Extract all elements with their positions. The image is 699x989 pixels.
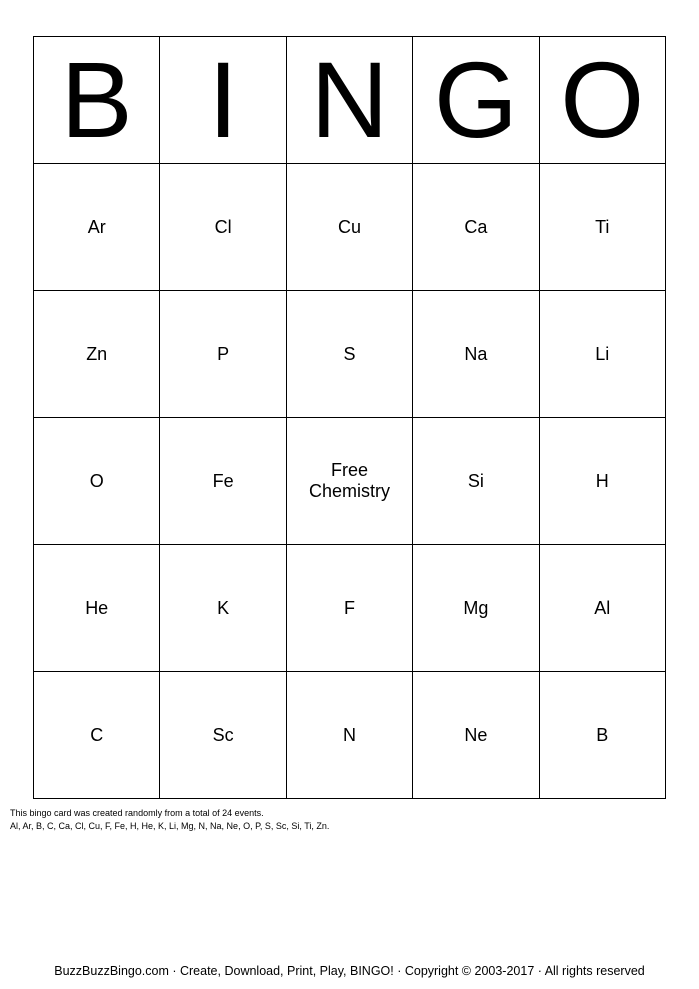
- bingo-cell: Sc: [160, 672, 286, 799]
- header-letter: B: [34, 37, 160, 164]
- bingo-row: [34, 418, 666, 545]
- bingo-row: [34, 164, 666, 291]
- bingo-cell: Al: [539, 545, 665, 672]
- free-space-cell: [286, 418, 412, 545]
- header-letter: O: [539, 37, 665, 164]
- bingo-cell: N: [286, 672, 412, 799]
- bingo-cell: Ne: [413, 672, 539, 799]
- header-letter: I: [160, 37, 286, 164]
- card-info: [10, 807, 690, 833]
- card-info-summary: This bingo card was created randomly from a total of 24 events.: [10, 808, 264, 818]
- bingo-header-row: [34, 37, 666, 164]
- bingo-cell: K: [160, 545, 286, 672]
- header-letter: N: [286, 37, 412, 164]
- bingo-row: [34, 672, 666, 799]
- page-footer: BuzzBuzzBingo.com · Create, Download, Print, Play, BINGO! · Copyright © 2003-2017 · All rights reserved: [54, 964, 645, 978]
- bingo-cell: Na: [413, 291, 539, 418]
- bingo-cell: He: [34, 545, 160, 672]
- bingo-cell: Zn: [34, 291, 160, 418]
- bingo-cell: Fe: [160, 418, 286, 545]
- header-letter: G: [413, 37, 539, 164]
- bingo-cell: Li: [539, 291, 665, 418]
- bingo-cell: Cu: [286, 164, 412, 291]
- bingo-cell: H: [539, 418, 665, 545]
- free-space-label: Free Chemistry: [308, 460, 390, 501]
- bingo-cell: S: [286, 291, 412, 418]
- card-info-events: Al, Ar, B, C, Ca, Cl, Cu, F, Fe, H, He, K, Li, Mg, N, Na, Ne, O, P, S, Sc, Si, Ti, Zn.: [10, 821, 330, 831]
- bingo-card: [33, 36, 666, 799]
- bingo-cell: Mg: [413, 545, 539, 672]
- bingo-row: [34, 545, 666, 672]
- bingo-cell: O: [34, 418, 160, 545]
- bingo-cell: F: [286, 545, 412, 672]
- bingo-cell: B: [539, 672, 665, 799]
- bingo-cell: Ca: [413, 164, 539, 291]
- bingo-cell: Cl: [160, 164, 286, 291]
- bingo-cell: Si: [413, 418, 539, 545]
- bingo-cell: Ar: [34, 164, 160, 291]
- bingo-cell: P: [160, 291, 286, 418]
- bingo-cell: C: [34, 672, 160, 799]
- bingo-row: [34, 291, 666, 418]
- bingo-cell: Ti: [539, 164, 665, 291]
